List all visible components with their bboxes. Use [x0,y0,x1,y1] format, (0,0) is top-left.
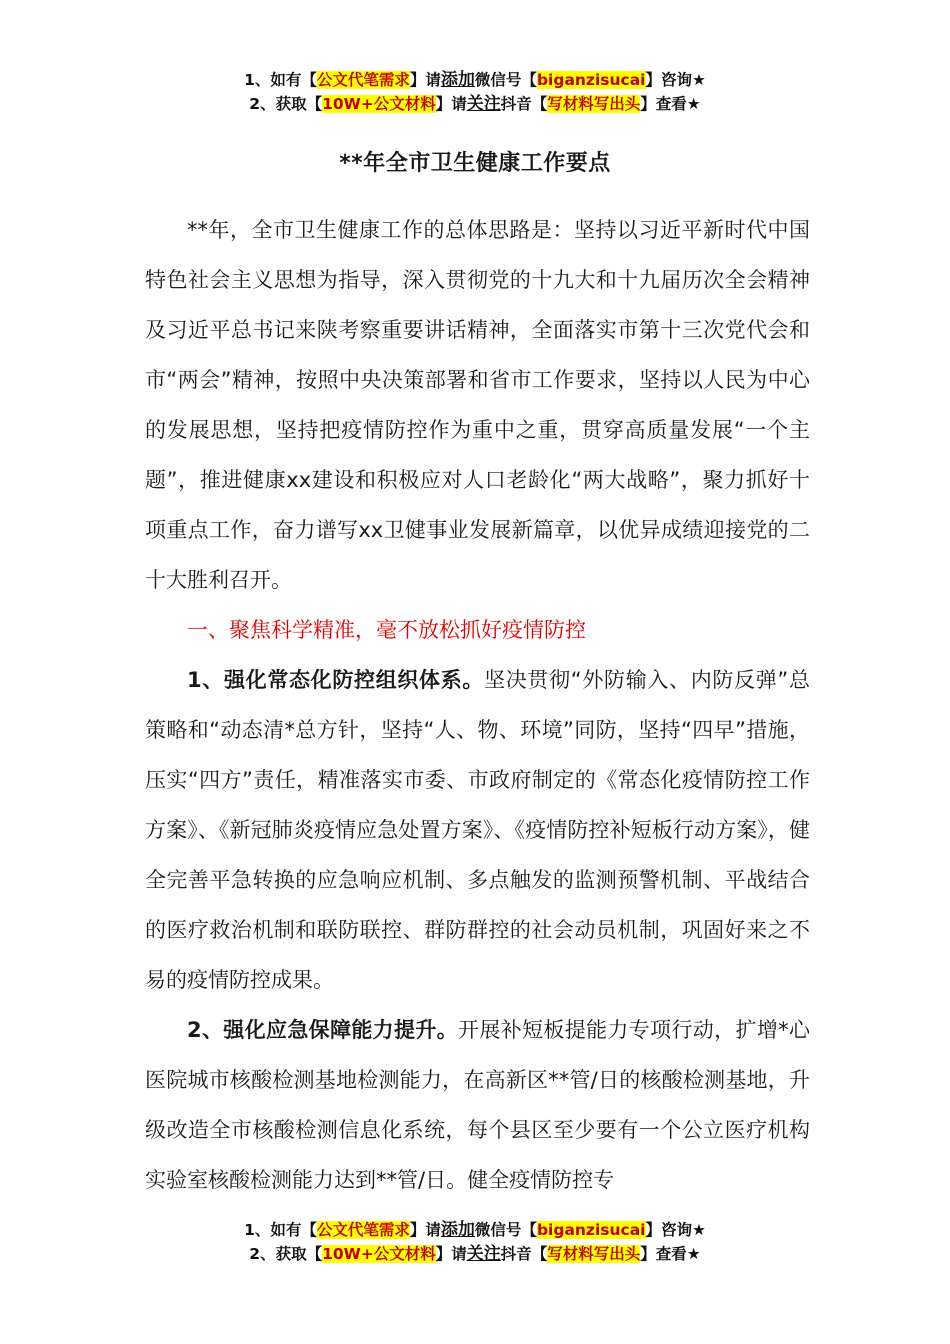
banner-text: 】查看★ [640,1245,701,1263]
banner-line-1 [0,68,950,92]
banner-highlight: 10W+公文材料 [322,1245,436,1263]
banner-text: 】请 [435,95,467,113]
banner-text: 】查看★ [640,95,701,113]
banner-text: 】咨询★ [645,71,706,89]
banner-highlight: 公文代笔需求 [316,71,410,89]
banner-underline: 关注 [466,1244,501,1264]
document-body [145,205,810,1205]
banner-highlight: biganzisucai [536,71,646,89]
banner-text: 微信号【 [474,1221,537,1239]
banner-highlight: 写材料写出头 [547,95,641,113]
banner-highlight: 公文代笔需求 [316,1221,410,1239]
banner-text: 抖音【 [500,1245,548,1263]
item-paragraph-2 [145,1005,810,1205]
banner-text: 微信号【 [474,71,537,89]
document-title: **年全市卫生健康工作要点 [339,151,611,176]
banner-text: 抖音【 [500,95,548,113]
top-banner [0,68,950,116]
banner-line-1 [0,1218,950,1242]
banner-highlight: 写材料写出头 [547,1245,641,1263]
banner-text: 1、如有【 [244,1221,317,1239]
intro-paragraph: **年，全市卫生健康工作的总体思路是：坚持以习近平新时代中国特色社会主义思想为指导，深入贯彻党的十九大和十九届历次全会精神及习近平总书记来陕考察重要讲话精神，全面落实市第十三次党代会和市“两会”精神，按照中央决策部署和省市工作要求，坚持以人民为中心的发展思想，坚持把疫情防控作为重中之重，贯穿高质量发展“一个主题”，推进健康xx建设和积极应对人口老龄化“两大战略”，聚力抓好十项重点工作，奋力谱写xx卫健事业发展新篇章，以优异成绩迎接党的二十大胜利召开。 [145,218,810,592]
item-paragraph-1 [145,655,810,1005]
banner-line-2 [0,1242,950,1266]
banner-text: 1、如有【 [244,71,317,89]
banner-underline: 添加 [440,70,475,90]
item-text: 坚决贯彻“外防输入、内防反弹”总策略和“动态清*总方针，坚持“人、物、环境”同防，坚持“四早”措施，压实“四方”责任，精准落实市委、市政府制定的《常态化疫情防控工作方案》、《新冠肺炎疫情应急处置方案》、《疫情防控补短板行动方案》，健全完善平急转换的应急响应机制、多点触发的监测预警机制、平战结合的医疗救治机制和联防联控、群防群控的社会动员机制，巩固好来之不易的疫情防控成果。 [145,668,810,992]
banner-text: 2、获取【 [249,95,323,113]
banner-highlight: 10W+公文材料 [322,95,436,113]
item-text: 开展补短板提能力专项行动，扩增*心医院城市核酸检测基地检测能力，在高新区**管/日的核酸检测基地，升级改造全市核酸检测信息化系统，每个县区至少要有一个公立医疗机构实验室核酸检测能力达到**管/日。健全疫情防控专 [145,1018,810,1192]
banner-highlight: biganzisucai [536,1221,646,1239]
banner-text: 】请 [409,1221,441,1239]
banner-text: 】请 [409,71,441,89]
banner-text: 】请 [435,1245,467,1263]
banner-underline: 关注 [466,94,501,114]
banner-text: 2、获取【 [249,1245,323,1263]
item-title: 1、强化常态化防控组织体系。 [187,668,485,692]
bottom-banner [0,1218,950,1266]
banner-underline: 添加 [440,1220,475,1240]
banner-line-2 [0,92,950,116]
banner-text: 】咨询★ [645,1221,706,1239]
item-title: 2、强化应急保障能力提升。 [187,1018,459,1042]
section-heading: 一、聚焦科学精准，毫不放松抓好疫情防控 [187,618,586,642]
